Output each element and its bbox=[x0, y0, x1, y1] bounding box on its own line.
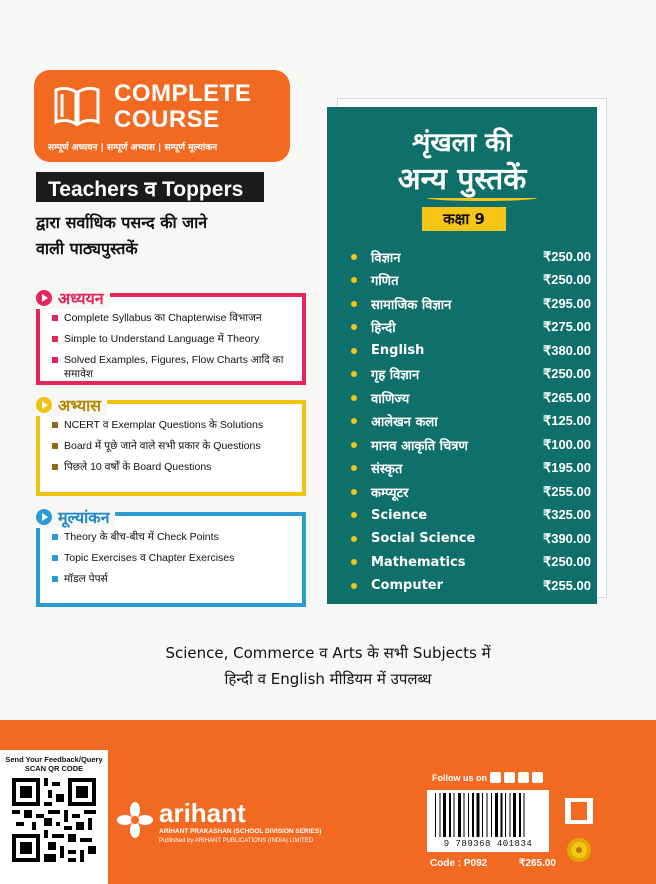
book-price: ₹250.00 bbox=[542, 272, 591, 288]
book-name: कम्प्यूटर bbox=[371, 485, 409, 501]
series-heading-line1: शृंखला की bbox=[412, 128, 512, 158]
bullet-dot bbox=[351, 395, 357, 401]
book-item bbox=[351, 363, 591, 387]
practice-heading bbox=[36, 394, 107, 416]
list-item: NCERT व Exemplar Questions के Solutions bbox=[52, 418, 296, 432]
book-price: ₹255.00 bbox=[542, 483, 591, 499]
list-item: Board में पूछे जाने वाले सभी प्रकार के Questions bbox=[52, 439, 296, 453]
arihant-flower-icon bbox=[117, 802, 153, 838]
book-code: Code : P092 bbox=[430, 858, 488, 869]
list-item: Theory के बीच-बीच में Check Points bbox=[52, 530, 296, 544]
book-price: ₹275.00 bbox=[542, 319, 591, 335]
play-icon bbox=[36, 290, 52, 306]
book-item bbox=[351, 269, 591, 293]
book-name: Mathematics bbox=[371, 554, 466, 570]
barcode-number: 9 789368 401834 bbox=[443, 839, 533, 849]
book-name: Social Science bbox=[371, 531, 476, 547]
complete-course-logo bbox=[34, 70, 290, 162]
study-title: अध्ययन bbox=[58, 289, 104, 308]
instagram-icon[interactable] bbox=[532, 772, 543, 783]
bullet-dot bbox=[351, 489, 357, 495]
book-item bbox=[351, 457, 591, 481]
list-item: Solved Examples, Figures, Flow Charts आदि का समावेश bbox=[52, 353, 296, 381]
book-list bbox=[351, 245, 591, 598]
facebook-icon[interactable] bbox=[490, 772, 501, 783]
seal-icon bbox=[562, 798, 596, 870]
follow-us bbox=[432, 772, 543, 783]
follow-label: Follow us on bbox=[432, 772, 487, 783]
book-price: ₹265.00 bbox=[542, 389, 591, 405]
bullet-dot bbox=[351, 536, 357, 542]
book-name: विज्ञान bbox=[371, 250, 401, 266]
book-item bbox=[351, 410, 591, 434]
book-price: ₹195.00 bbox=[542, 460, 591, 476]
assessment-heading bbox=[36, 506, 115, 528]
book-item bbox=[351, 316, 591, 340]
study-list bbox=[52, 311, 296, 388]
practice-section bbox=[36, 396, 306, 496]
preferred-books-text bbox=[36, 210, 316, 262]
book-name: गृह विज्ञान bbox=[371, 368, 420, 384]
book-item bbox=[351, 245, 591, 269]
book-item bbox=[351, 292, 591, 316]
brand-name: arihant bbox=[159, 798, 246, 828]
list-item: Complete Syllabus का Chapterwise विभाजन bbox=[52, 311, 296, 325]
book-price: ₹250.00 bbox=[542, 366, 591, 382]
twitter-icon[interactable] bbox=[504, 772, 515, 783]
list-item: पिछले 10 वर्षों के Board Questions bbox=[52, 460, 296, 474]
book-name: आलेखन कला bbox=[371, 415, 438, 431]
bullet-dot bbox=[351, 324, 357, 330]
bullet-dot bbox=[351, 418, 357, 424]
study-heading bbox=[36, 287, 110, 309]
availability-line2: हिन्दी व English मीडियम में उपलब्ध bbox=[224, 670, 432, 688]
book-item bbox=[351, 433, 591, 457]
practice-title: अभ्यास bbox=[58, 396, 102, 415]
book-price: ₹250.00 bbox=[542, 554, 591, 570]
play-icon bbox=[36, 509, 52, 525]
play-icon bbox=[36, 397, 52, 413]
book-item bbox=[351, 386, 591, 410]
book-name: हिन्दी bbox=[371, 321, 396, 337]
preferred-line2: वाली पाठ्यपुस्तकें bbox=[36, 239, 138, 258]
book-name: English bbox=[371, 343, 425, 359]
book-name: वाणिज्य bbox=[371, 391, 410, 407]
bullet-dot bbox=[351, 559, 357, 565]
preferred-line1: द्वारा सर्वाधिक पसन्द की जाने bbox=[36, 213, 208, 232]
book-price: ₹325.00 bbox=[542, 507, 591, 523]
book-price: ₹100.00 bbox=[542, 436, 591, 452]
book-item bbox=[351, 339, 591, 363]
bullet-dot bbox=[351, 301, 357, 307]
brand-publisher: Published by ARIHANT PUBLICATIONS (INDIA) LIMITED bbox=[159, 838, 314, 844]
open-book-icon bbox=[52, 84, 102, 128]
code-price-line bbox=[430, 858, 556, 869]
logo-title-line1: COMPLETE bbox=[114, 80, 252, 107]
qr-line1: Send Your Feedback/Query bbox=[5, 755, 103, 764]
footer bbox=[0, 720, 656, 884]
list-item: Topic Exercises व Chapter Exercises bbox=[52, 551, 296, 565]
bullet-dot bbox=[351, 583, 357, 589]
book-name: मानव आकृति चित्रण bbox=[371, 438, 468, 454]
bullet-dot bbox=[351, 442, 357, 448]
book-name: सामाजिक विज्ञान bbox=[371, 297, 452, 313]
book-price: ₹390.00 bbox=[542, 530, 591, 546]
youtube-icon[interactable] bbox=[518, 772, 529, 783]
book-price: ₹255.00 bbox=[542, 577, 591, 593]
book-item bbox=[351, 551, 591, 575]
bullet-dot bbox=[351, 465, 357, 471]
bullet-dot bbox=[351, 512, 357, 518]
series-heading-line2: अन्य पुस्तकें bbox=[397, 162, 527, 197]
assessment-title: मूल्यांकन bbox=[58, 508, 110, 527]
logo-title-line2: COURSE bbox=[114, 106, 220, 133]
brand-subtitle: ARIHANT PRAKASHAN (SCHOOL DIVISION SERIES) bbox=[159, 828, 322, 835]
grade-badge: कक्षा 9 bbox=[422, 207, 506, 231]
practice-list bbox=[52, 418, 296, 481]
teachers-toppers-banner: Teachers व Toppers bbox=[36, 172, 264, 202]
logo-tagline: सम्पूर्ण अध्ययन | सम्पूर्ण अभ्यास | सम्पूर्ण मूल्यांकन bbox=[48, 143, 218, 153]
barcode-bars bbox=[433, 793, 543, 837]
book-item bbox=[351, 504, 591, 528]
bullet-dot bbox=[351, 254, 357, 260]
book-item bbox=[351, 480, 591, 504]
availability-text bbox=[0, 640, 656, 692]
feedback-qr-box[interactable] bbox=[0, 750, 108, 884]
assessment-list bbox=[52, 530, 296, 593]
list-item: Simple to Understand Language में Theory bbox=[52, 332, 296, 346]
barcode bbox=[427, 790, 549, 852]
bullet-dot bbox=[351, 371, 357, 377]
bullet-dot bbox=[351, 348, 357, 354]
book-price: ₹250.00 bbox=[542, 248, 591, 264]
heading-underline bbox=[427, 195, 537, 201]
book-name: गणित bbox=[371, 274, 399, 290]
study-section bbox=[36, 289, 306, 385]
book-price: ₹265.00 bbox=[519, 858, 556, 869]
bullet-dot bbox=[351, 277, 357, 283]
book-name: Science bbox=[371, 507, 428, 523]
book-price: ₹295.00 bbox=[542, 295, 591, 311]
book-price: ₹380.00 bbox=[542, 342, 591, 358]
book-item bbox=[351, 574, 591, 598]
book-name: संस्कृत bbox=[371, 462, 403, 478]
series-panel bbox=[327, 107, 597, 604]
assessment-section bbox=[36, 508, 306, 607]
book-price: ₹125.00 bbox=[542, 413, 591, 429]
qr-line2: SCAN QR CODE bbox=[24, 764, 84, 773]
list-item: मॉडल पेपर्स bbox=[52, 572, 296, 586]
qr-code-icon[interactable] bbox=[12, 778, 96, 862]
book-item bbox=[351, 527, 591, 551]
book-name: Computer bbox=[371, 578, 444, 594]
availability-line1: Science, Commerce व Arts के सभी Subjects में bbox=[165, 644, 491, 662]
